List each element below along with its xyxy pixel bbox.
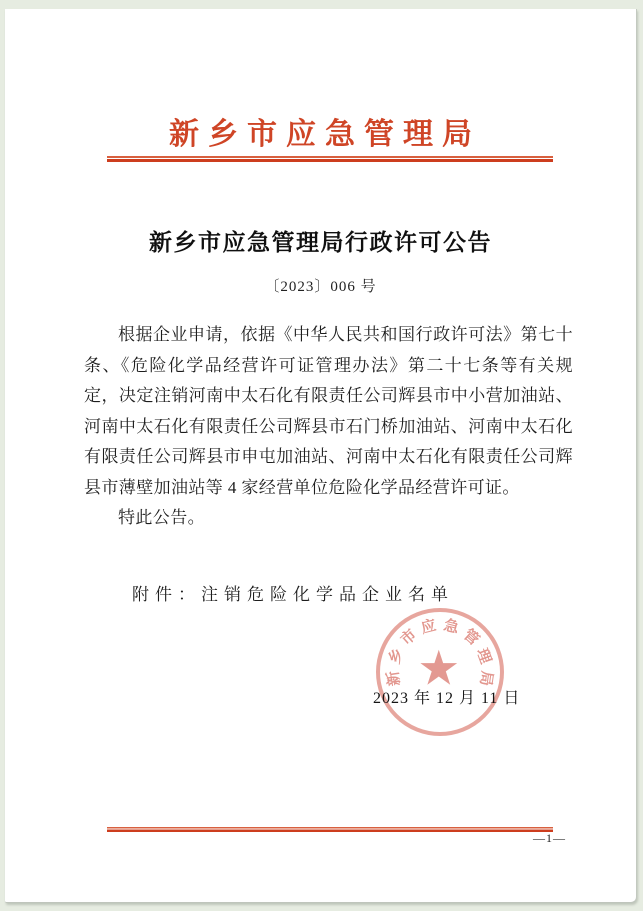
seal-char: 理 (473, 646, 494, 667)
star-icon: ★ (417, 642, 461, 696)
document-body (84, 320, 573, 534)
letterhead-org-name: 新乡市应急管理局 (169, 118, 481, 151)
seal-char: 乡 (386, 646, 407, 667)
seal-char: 管 (459, 626, 482, 649)
letterhead-divider (107, 156, 553, 162)
seal-char: 局 (476, 669, 495, 687)
document-page (5, 9, 637, 903)
footer-divider (107, 827, 553, 832)
seal-char: 应 (419, 617, 439, 637)
body-paragraph-main: 根据企业申请，依据《中华人民共和国行政许可法》第七十条、《危险化学品经营许可证管理办法》第二十七条等有关规定，决定注销河南中太石化有限责任公司辉县市中小营加油站、河南中太石化有限责任公司辉县市石门桥加油站、河南中太石化有限责任公司辉县市申屯加油站、河南中太石化有限责任公司辉县市薄壁加油站等 4 家经营单位危险化学品经营许可证。 (84, 325, 573, 497)
attachment-line: 附件：注销危险化学品企业名单 (132, 585, 454, 604)
issue-date: 2023 年 12 月 11 日 (373, 690, 521, 707)
page-number: —1— (533, 831, 566, 845)
seal-char: 急 (441, 617, 461, 637)
seal-char: 市 (398, 626, 421, 649)
document-number: 〔2023〕006 号 (264, 279, 377, 295)
body-paragraph-closing: 特此公告。 (118, 508, 205, 527)
seal-char: 新 (385, 669, 404, 687)
official-seal (376, 608, 504, 736)
document-title: 新乡市应急管理局行政许可公告 (149, 230, 492, 255)
